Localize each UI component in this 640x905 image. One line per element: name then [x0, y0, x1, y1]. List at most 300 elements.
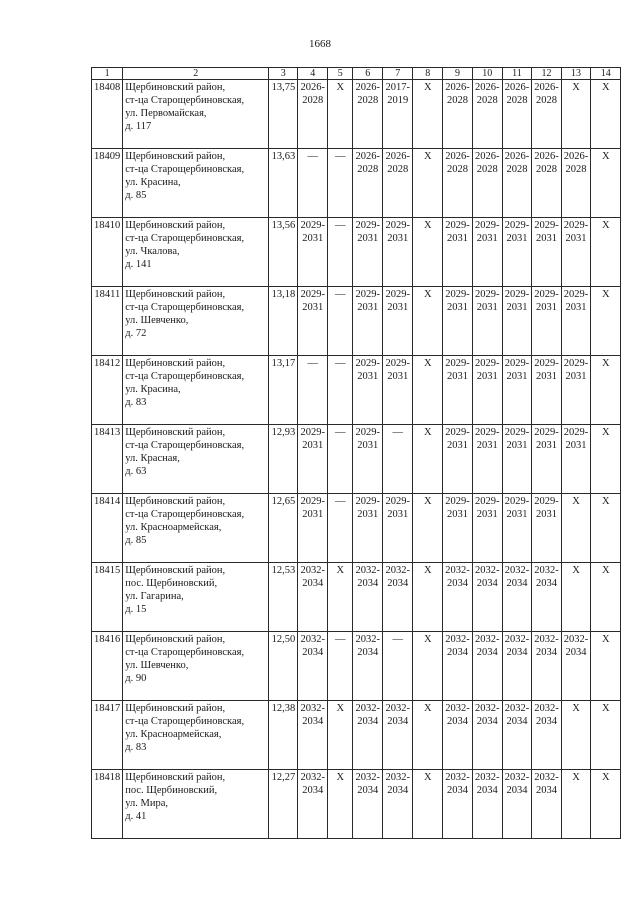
year-range-start: 2029- [475, 496, 500, 507]
year-range-start: 2029- [475, 427, 500, 438]
address-line: Щербиновский район, [125, 634, 226, 645]
year-range-end: 2031 [447, 302, 468, 313]
year-range-end: 2031 [357, 302, 379, 313]
year-range-start: 2029- [563, 427, 589, 438]
year-range-cell [298, 770, 328, 839]
year-range-start: 2032- [300, 634, 325, 645]
address-line: ул. Мира, [125, 798, 169, 809]
year-range-start: 2029- [385, 496, 410, 507]
year-range-start: 2029- [355, 358, 380, 369]
mark-cell: X [561, 563, 591, 632]
address-line: Щербиновский район, [125, 82, 226, 93]
year-range-end: 2031 [387, 302, 409, 313]
mark-cell: — [298, 356, 328, 425]
year-range-cell [353, 149, 383, 218]
year-range-end: 2028 [506, 95, 528, 106]
address-cell [123, 494, 269, 563]
address-line: Щербиновский район, [125, 427, 226, 438]
year-range-start: 2032- [475, 565, 500, 576]
table-row [92, 632, 621, 701]
year-range-end: 2034 [302, 785, 324, 796]
table-row [92, 80, 621, 149]
year-range-start: 2029- [534, 220, 559, 231]
year-range-cell [502, 770, 532, 839]
year-range-cell [472, 425, 502, 494]
record-number: 18415 [92, 563, 123, 632]
mark-cell: X [591, 287, 621, 356]
year-range-end: 2034 [447, 578, 468, 589]
year-range-start: 2029- [445, 358, 470, 369]
year-range-end: 2031 [565, 302, 587, 313]
column-number: 3 [269, 68, 298, 80]
year-range-cell [532, 287, 562, 356]
year-range-cell [472, 149, 502, 218]
year-range-cell [561, 287, 591, 356]
year-range-end: 2034 [357, 716, 379, 727]
year-range-end: 2034 [447, 716, 468, 727]
year-range-cell [383, 563, 413, 632]
column-number: 7 [383, 68, 413, 80]
year-range-cell [502, 494, 532, 563]
address-line: ул. Красина, [125, 384, 181, 395]
year-range-cell [383, 356, 413, 425]
year-range-cell [443, 287, 473, 356]
year-range-cell [383, 80, 413, 149]
mark-cell: X [561, 80, 591, 149]
mark-cell: X [591, 770, 621, 839]
address-line: ст-ца Старощербиновская, [125, 371, 245, 382]
address-line: Щербиновский район, [125, 151, 226, 162]
year-range-cell [472, 770, 502, 839]
table-row [92, 287, 621, 356]
year-range-end: 2031 [387, 233, 409, 244]
year-range-cell [502, 701, 532, 770]
year-range-start: 2029- [445, 496, 470, 507]
year-range-start: 2029- [385, 220, 410, 231]
table-row [92, 149, 621, 218]
record-number: 18412 [92, 356, 123, 425]
year-range-cell [472, 632, 502, 701]
mark-cell: X [328, 770, 353, 839]
value-cell: 12,53 [269, 563, 298, 632]
year-range-start: 2029- [445, 427, 470, 438]
year-range-cell [353, 632, 383, 701]
year-range-start: 2029- [475, 358, 500, 369]
year-range-end: 2034 [536, 716, 557, 727]
address-line: ст-ца Старощербиновская, [125, 716, 245, 727]
year-range-start: 2032- [475, 772, 500, 783]
value-cell: 13,56 [269, 218, 298, 287]
year-range-cell [532, 356, 562, 425]
year-range-end: 2034 [536, 578, 557, 589]
year-range-end: 2031 [357, 440, 379, 451]
year-range-start: 2029- [534, 358, 559, 369]
mark-cell: X [591, 494, 621, 563]
year-range-start: 2032- [300, 772, 325, 783]
address-cell [123, 701, 269, 770]
year-range-cell [383, 770, 413, 839]
year-range-start: 2026- [534, 151, 559, 162]
year-range-cell [353, 494, 383, 563]
year-range-cell [532, 701, 562, 770]
year-range-start: 2029- [355, 289, 380, 300]
mark-cell: X [561, 701, 591, 770]
year-range-start: 2017- [385, 82, 410, 93]
year-range-end: 2031 [447, 371, 468, 382]
mark-cell: X [413, 563, 443, 632]
year-range-end: 2028 [357, 95, 379, 106]
year-range-end: 2034 [506, 578, 528, 589]
year-range-cell [443, 80, 473, 149]
year-range-start: 2029- [534, 289, 559, 300]
mark-cell: — [328, 425, 353, 494]
year-range-end: 2028 [387, 164, 409, 175]
year-range-end: 2031 [565, 440, 587, 451]
year-range-end: 2031 [302, 440, 324, 451]
year-range-start: 2029- [504, 496, 530, 507]
year-range-start: 2032- [534, 772, 559, 783]
year-range-start: 2032- [355, 634, 380, 645]
year-range-cell [443, 770, 473, 839]
address-line: ул. Первомайская, [125, 108, 207, 119]
year-range-cell [383, 218, 413, 287]
year-range-cell [502, 632, 532, 701]
address-line: д. 83 [125, 397, 147, 408]
table-body [92, 68, 621, 839]
address-line: д. 90 [125, 673, 147, 684]
year-range-end: 2031 [447, 233, 468, 244]
column-number: 13 [561, 68, 591, 80]
year-range-cell [443, 701, 473, 770]
mark-cell: X [413, 149, 443, 218]
year-range-start: 2026- [563, 151, 589, 162]
value-cell: 12,27 [269, 770, 298, 839]
year-range-start: 2029- [445, 220, 470, 231]
address-cell [123, 149, 269, 218]
address-line: д. 117 [125, 121, 152, 132]
value-cell: 13,63 [269, 149, 298, 218]
year-range-start: 2029- [355, 427, 380, 438]
year-range-end: 2034 [476, 647, 498, 658]
year-range-cell [353, 287, 383, 356]
address-line: д. 83 [125, 742, 147, 753]
year-range-cell [561, 149, 591, 218]
year-range-start: 2032- [504, 634, 530, 645]
record-number: 18414 [92, 494, 123, 563]
address-line: ул. Гагарина, [125, 591, 184, 602]
mark-cell: X [413, 494, 443, 563]
address-cell [123, 770, 269, 839]
mark-cell: X [591, 149, 621, 218]
year-range-end: 2034 [302, 716, 324, 727]
address-line: ст-ца Старощербиновская, [125, 440, 245, 451]
address-line: д. 63 [125, 466, 147, 477]
year-range-end: 2031 [387, 509, 409, 520]
year-range-end: 2034 [476, 716, 498, 727]
year-range-end: 2031 [302, 302, 324, 313]
address-line: д. 72 [125, 328, 147, 339]
year-range-end: 2031 [357, 371, 379, 382]
year-range-cell [532, 218, 562, 287]
year-range-end: 2031 [476, 440, 498, 451]
year-range-start: 2032- [445, 565, 470, 576]
mark-cell: X [591, 80, 621, 149]
mark-cell: X [591, 701, 621, 770]
year-range-start: 2026- [534, 82, 559, 93]
year-range-end: 2034 [387, 716, 409, 727]
year-range-end: 2028 [447, 164, 468, 175]
year-range-cell [298, 701, 328, 770]
year-range-cell [502, 80, 532, 149]
mark-cell: X [413, 770, 443, 839]
year-range-cell [443, 425, 473, 494]
mark-cell: — [328, 494, 353, 563]
mark-cell: X [413, 218, 443, 287]
year-range-start: 2032- [504, 772, 530, 783]
year-range-cell [443, 218, 473, 287]
year-range-end: 2031 [447, 440, 468, 451]
year-range-start: 2029- [385, 358, 410, 369]
column-number: 10 [472, 68, 502, 80]
mark-cell: X [591, 563, 621, 632]
year-range-start: 2029- [563, 358, 589, 369]
year-range-cell [383, 701, 413, 770]
column-number: 4 [298, 68, 328, 80]
year-range-cell [298, 218, 328, 287]
year-range-start: 2029- [534, 427, 559, 438]
year-range-end: 2031 [536, 509, 557, 520]
mark-cell: X [591, 632, 621, 701]
address-line: пос. Щербиновский, [125, 785, 218, 796]
year-range-start: 2032- [504, 703, 530, 714]
year-range-start: 2029- [300, 289, 325, 300]
year-range-end: 2034 [506, 647, 528, 658]
mark-cell: X [328, 80, 353, 149]
year-range-cell [298, 287, 328, 356]
address-line: д. 41 [125, 811, 147, 822]
year-range-start: 2029- [355, 220, 380, 231]
value-cell: 12,65 [269, 494, 298, 563]
year-range-start: 2032- [534, 565, 559, 576]
address-line: ст-ца Старощербиновская, [125, 164, 245, 175]
address-line: д. 85 [125, 535, 147, 546]
year-range-cell [443, 494, 473, 563]
address-cell [123, 425, 269, 494]
year-range-cell [472, 80, 502, 149]
year-range-start: 2026- [445, 82, 470, 93]
address-line: ул. Шевченко, [125, 315, 189, 326]
year-range-start: 2029- [504, 220, 530, 231]
year-range-end: 2028 [476, 95, 498, 106]
address-line: ул. Красина, [125, 177, 181, 188]
year-range-cell [443, 563, 473, 632]
year-range-cell [383, 287, 413, 356]
year-range-start: 2026- [385, 151, 410, 162]
value-cell: 12,93 [269, 425, 298, 494]
year-range-end: 2028 [302, 95, 324, 106]
year-range-cell [472, 356, 502, 425]
address-line: Щербиновский район, [125, 220, 226, 231]
address-line: ст-ца Старощербиновская, [125, 647, 245, 658]
year-range-end: 2031 [357, 509, 379, 520]
year-range-start: 2029- [504, 427, 530, 438]
year-range-start: 2032- [504, 565, 530, 576]
year-range-end: 2034 [476, 785, 498, 796]
mark-cell: X [328, 563, 353, 632]
year-range-start: 2032- [300, 565, 325, 576]
year-range-end: 2034 [506, 716, 528, 727]
record-number: 18408 [92, 80, 123, 149]
year-range-cell [353, 770, 383, 839]
record-number: 18417 [92, 701, 123, 770]
address-line: ул. Красноармейская, [125, 729, 222, 740]
address-line: ст-ца Старощербиновская, [125, 509, 245, 520]
year-range-cell [472, 494, 502, 563]
year-range-end: 2028 [447, 95, 468, 106]
year-range-end: 2031 [476, 233, 498, 244]
address-line: д. 85 [125, 190, 147, 201]
year-range-start: 2032- [534, 634, 559, 645]
year-range-end: 2028 [536, 95, 557, 106]
mark-cell: — [383, 425, 413, 494]
record-number: 18409 [92, 149, 123, 218]
table-row [92, 218, 621, 287]
year-range-cell [502, 218, 532, 287]
year-range-start: 2029- [300, 220, 325, 231]
year-range-start: 2032- [385, 772, 410, 783]
year-range-cell [353, 425, 383, 494]
column-number: 12 [532, 68, 562, 80]
year-range-end: 2031 [476, 509, 498, 520]
record-number: 18410 [92, 218, 123, 287]
year-range-cell [353, 80, 383, 149]
address-line: Щербиновский район, [125, 358, 226, 369]
year-range-start: 2026- [475, 82, 500, 93]
year-range-cell [353, 218, 383, 287]
mark-cell: X [591, 425, 621, 494]
year-range-cell [353, 356, 383, 425]
year-range-cell [532, 149, 562, 218]
year-range-end: 2031 [565, 233, 587, 244]
address-line: ул. Чкалова, [125, 246, 180, 257]
year-range-cell [443, 149, 473, 218]
year-range-end: 2031 [476, 302, 498, 313]
year-range-start: 2029- [300, 496, 325, 507]
address-cell [123, 218, 269, 287]
year-range-cell [472, 701, 502, 770]
mark-cell: X [561, 494, 591, 563]
year-range-start: 2029- [475, 220, 500, 231]
table-row [92, 356, 621, 425]
year-range-start: 2029- [504, 358, 530, 369]
address-cell [123, 356, 269, 425]
year-range-cell [472, 563, 502, 632]
year-range-cell [383, 494, 413, 563]
year-range-start: 2032- [355, 772, 380, 783]
table-row [92, 563, 621, 632]
year-range-start: 2032- [355, 703, 380, 714]
address-cell [123, 80, 269, 149]
year-range-cell [353, 701, 383, 770]
mark-cell: — [328, 218, 353, 287]
column-number: 9 [443, 68, 473, 80]
column-number: 1 [92, 68, 123, 80]
address-line: д. 15 [125, 604, 147, 615]
table-row [92, 494, 621, 563]
value-cell: 12,38 [269, 701, 298, 770]
value-cell: 13,75 [269, 80, 298, 149]
year-range-end: 2031 [506, 233, 528, 244]
year-range-end: 2031 [387, 371, 409, 382]
address-line: ул. Красная, [125, 453, 180, 464]
year-range-start: 2032- [534, 703, 559, 714]
year-range-start: 2032- [475, 634, 500, 645]
year-range-end: 2034 [506, 785, 528, 796]
year-range-cell [502, 356, 532, 425]
mark-cell: — [328, 149, 353, 218]
year-range-end: 2034 [357, 578, 379, 589]
year-range-end: 2034 [476, 578, 498, 589]
year-range-start: 2029- [563, 220, 589, 231]
mark-cell: X [413, 425, 443, 494]
year-range-start: 2032- [475, 703, 500, 714]
year-range-cell [298, 563, 328, 632]
address-line: Щербиновский район, [125, 703, 226, 714]
year-range-end: 2031 [302, 509, 324, 520]
housing-register-table [91, 67, 621, 839]
address-cell [123, 632, 269, 701]
year-range-end: 2031 [536, 233, 557, 244]
column-number: 2 [123, 68, 269, 80]
year-range-start: 2026- [504, 82, 530, 93]
address-line: ул. Шевченко, [125, 660, 189, 671]
year-range-end: 2031 [536, 440, 557, 451]
year-range-end: 2034 [447, 647, 468, 658]
year-range-end: 2028 [565, 164, 587, 175]
table-row [92, 425, 621, 494]
year-range-end: 2034 [447, 785, 468, 796]
mark-cell: X [328, 701, 353, 770]
year-range-end: 2034 [387, 785, 409, 796]
year-range-start: 2032- [300, 703, 325, 714]
year-range-start: 2029- [534, 496, 559, 507]
address-cell [123, 563, 269, 632]
year-range-end: 2034 [536, 785, 557, 796]
year-range-cell [532, 563, 562, 632]
year-range-end: 2031 [357, 233, 379, 244]
year-range-start: 2026- [504, 151, 530, 162]
year-range-start: 2032- [445, 634, 470, 645]
year-range-end: 2028 [357, 164, 379, 175]
table-row [92, 770, 621, 839]
year-range-end: 2034 [357, 647, 379, 658]
year-range-start: 2026- [475, 151, 500, 162]
year-range-start: 2026- [355, 82, 380, 93]
column-number: 5 [328, 68, 353, 80]
year-range-start: 2029- [445, 289, 470, 300]
year-range-cell [561, 356, 591, 425]
year-range-start: 2032- [563, 634, 589, 645]
year-range-cell [561, 425, 591, 494]
value-cell: 13,17 [269, 356, 298, 425]
year-range-cell [532, 770, 562, 839]
year-range-end: 2034 [357, 785, 379, 796]
address-line: д. 141 [125, 259, 152, 270]
column-number: 14 [591, 68, 621, 80]
year-range-cell [353, 563, 383, 632]
year-range-end: 2034 [565, 647, 587, 658]
year-range-cell [532, 632, 562, 701]
